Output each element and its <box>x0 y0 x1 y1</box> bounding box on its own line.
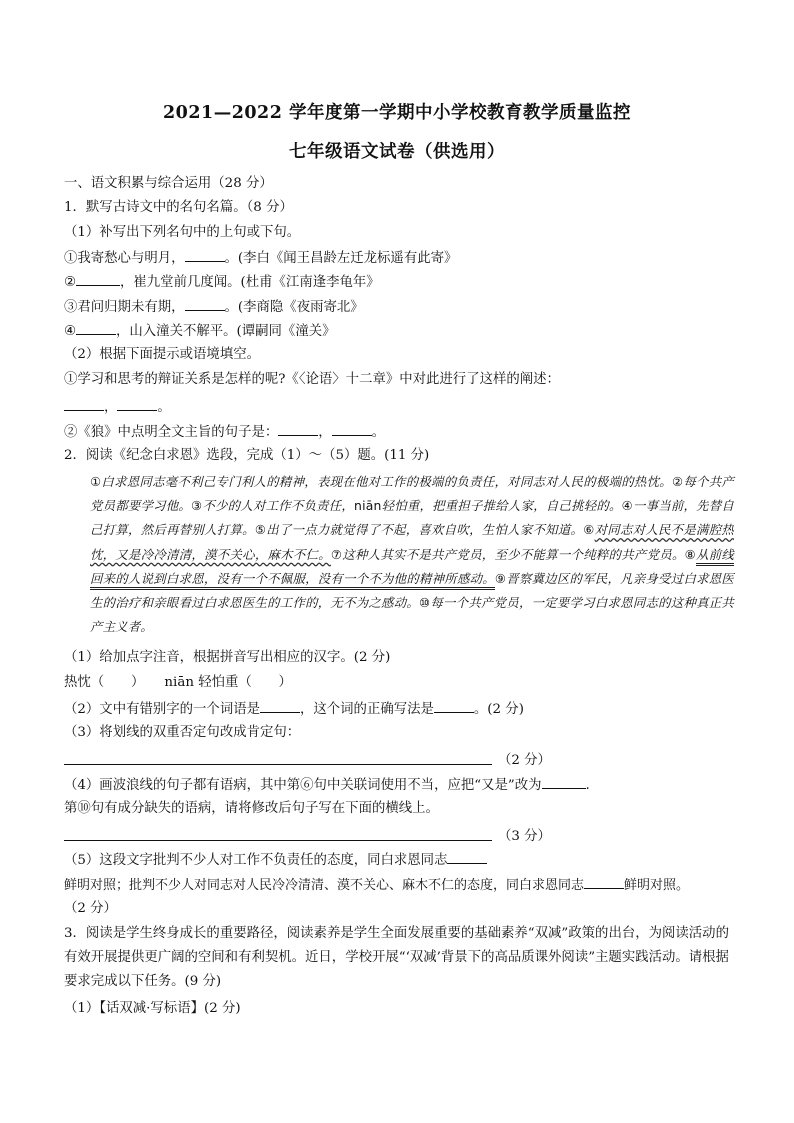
q2-part2: （2）文中有错别字的一个词语是 ，这个词的正确写法是 。(2 分) <box>64 699 736 719</box>
q2-part5: （5）这段文字批判不少人对工作不负责任的态度，同白求恩同志 <box>64 850 736 870</box>
fill-item-4: ④ ，山入潼关不解平。(谭嗣同《潼关》 <box>64 321 736 341</box>
answer-line[interactable] <box>64 840 492 841</box>
q2-part3: （3）将划线的双重否定句改成肯定句： <box>64 725 301 740</box>
double-underlined-sentence: 从前线回来的人说到白求恩，没有一个不佩服，没有一个不为他的精神所感动。 <box>90 547 734 590</box>
answer-blank[interactable] <box>64 397 104 411</box>
exam-subtitle: 七年级语文试卷（供选用） <box>289 142 505 162</box>
fill-item-2: ② ，崔九堂前几度闻。(杜甫《江南逢李龟年》 <box>64 272 736 292</box>
q2-part5-line2: 鲜明对照；批判不少人对同志对人民冷冷清清、漠不关心、麻木不仁的态度，同白求恩同志 鲜明对照。 <box>64 875 736 895</box>
fill-item-5-prompt: ①学习和思考的辩证关系是怎样的呢?《〈论语〉十二章》中对此进行了这样的阐述： <box>64 372 560 387</box>
q2-part5-score: （2 分） <box>64 901 117 916</box>
fill-item-3: ③君问归期未有期， 。(李商隐《夜雨寄北》 <box>64 297 736 317</box>
answer-blank[interactable] <box>332 422 372 436</box>
answer-blank[interactable] <box>447 850 487 864</box>
answer-blank[interactable] <box>185 297 225 311</box>
answer-blank[interactable] <box>434 699 474 713</box>
fill-item-6: ②《狼》中点明全文主旨的句子是： ， 。 <box>64 422 736 442</box>
q2-part4-score: （3 分） <box>498 829 551 844</box>
answer-blank[interactable] <box>76 272 120 286</box>
q2-part4-line2: 第⑩句有成分缺失的语病，请将修改后句子写在下面的横线上。 <box>64 801 439 816</box>
fill-item-5-answers: ， 。 <box>64 397 736 417</box>
answer-blank[interactable] <box>278 422 318 436</box>
question-1-sub2: （2）根据下面提示或语境填空。 <box>64 347 260 362</box>
answer-line[interactable] <box>64 764 492 765</box>
answer-blank[interactable] <box>117 397 157 411</box>
reading-passage: ①白求恩同志毫不利己专门利人的精神，表现在他对工作的极端的负责任，对同志对人民的极端的热忱。②每个共产党员都要学习他。③不少的人对工作不负责任，niān轻怕重，把重担子推给人家，自己挑轻的。④一事当前，先替自己打算，然后再替别人打算。⑤出了一点力就觉得了不起，喜欢自吹，生怕人家不知道。⑥对同志对人民不是满腔热忱，又是冷冷清清，漠不关心，麻木不仁。⑦这种人其实不是共产党员，至少不能算一个纯粹的共产党员。⑧从前线回来的人说到白求恩，没有一个不佩服，没有一个不为他的精神所感动。⑨晋察冀边区的军民，凡亲身受过白求恩医生的治疗和亲眼看过白求恩医生的工作的，无不为之感动。⑩每一个共产党员，一定要学习白求恩同志的这种真正共产主义者。 <box>90 474 734 635</box>
q2-part1-items: 热忱（ ） niān 轻怕重（ ） <box>64 675 292 690</box>
q2-part3-score: （2 分） <box>498 753 551 768</box>
section-heading: 一、语文积累与综合运用（28 分） <box>64 176 273 191</box>
exam-title: 2021—2022 学年度第一学期中小学校教育教学质量监控 <box>162 103 631 123</box>
answer-blank[interactable] <box>76 321 116 335</box>
answer-blank[interactable] <box>185 248 225 262</box>
q2-part4: （4）画波浪线的句子都有语病，其中第⑥句中关联词使用不当，应把“又是”改为 . <box>64 775 736 795</box>
answer-blank[interactable] <box>542 775 586 789</box>
question-1-sub1: （1）补写出下列名句中的上句或下句。 <box>64 225 301 240</box>
q2-part1: （1）给加点字注音，根据拼音写出相应的汉字。(2 分) <box>64 650 391 665</box>
answer-blank[interactable] <box>260 699 300 713</box>
question-2-stem: 2．阅读《纪念白求恩》选段，完成（1）～（5）题。(11 分) <box>64 448 430 463</box>
question-3-sub1: （1）【话双减·写标语】(2 分) <box>64 1001 241 1016</box>
question-1-stem: 1．默写古诗文中的名句名篇。（8 分） <box>64 200 293 215</box>
wavy-underlined-sentence: 对同志对人民不是满腔热忱，又是冷冷清清，漠不关心，麻木不仁。 <box>90 522 734 562</box>
answer-blank[interactable] <box>584 875 624 889</box>
question-3-stem: 3．阅读是学生终身成长的重要路径，阅读素养是学生全面发展重要的基础素养“双减”政策的出台，为阅读活动的有效开展提供更广阔的空间和有利契机。近日，学校开展“‘双减’背景下的高品质课外阅读”主题实践活动。请根据要求完成以下任务。(9 分) <box>64 926 729 989</box>
fill-item-1: ①我寄愁心与明月， 。(李白《闻王昌龄左迁龙标遥有此寄》 <box>64 248 736 268</box>
